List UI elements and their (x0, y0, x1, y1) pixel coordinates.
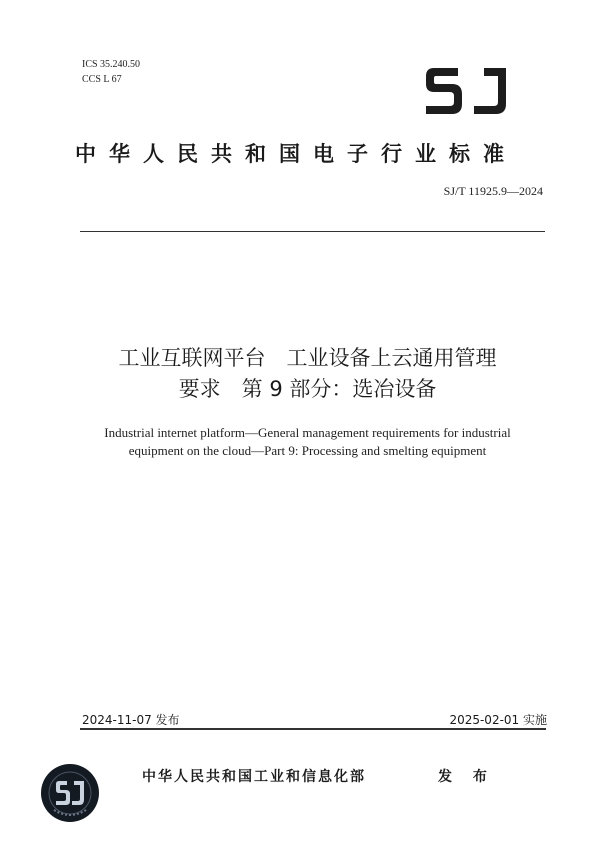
implementation-date: 2025-02-01 实施 (449, 713, 547, 727)
top-divider (80, 231, 545, 232)
sj-logo (420, 62, 512, 118)
issued-label: 发 布 (438, 769, 495, 785)
bottom-divider (80, 728, 546, 730)
english-title-line-1: Industrial internet platform—General management requirements for industrial (104, 425, 511, 440)
standard-type-heading: 中华人民共和国电子行业标准 (75, 142, 517, 166)
ics-code: ICS 35.240.50 (82, 59, 141, 70)
ccs-code: CCS L 67 (82, 74, 122, 85)
sj-logo-j (474, 68, 506, 114)
chinese-title-line-2: 要求 第 9 部分：选冶设备 (178, 377, 437, 401)
english-title-line-2: equipment on the cloud—Part 9: Processing and smelting equipment (128, 443, 487, 458)
chinese-title-line-1: 工业互联网平台 工业设备上云通用管理 (118, 346, 497, 370)
standard-seal-icon (40, 763, 100, 823)
sj-logo-s (426, 68, 462, 114)
issue-date: 2024-11-07 发布 (82, 713, 180, 727)
standard-number: SJ/T 11925.9—2024 (443, 184, 543, 198)
issuing-authority: 中华人民共和国工业和信息化部 (142, 769, 366, 785)
